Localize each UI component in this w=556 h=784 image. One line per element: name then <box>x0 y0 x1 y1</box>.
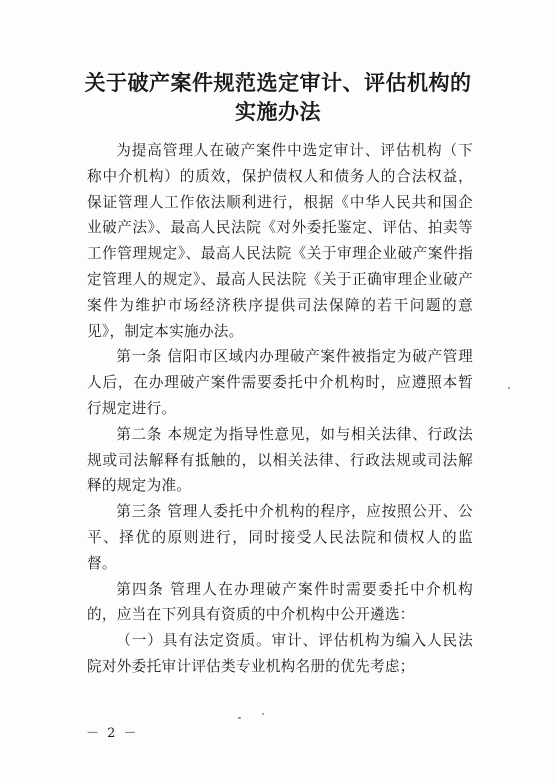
article-3-paragraph: 第三条 管理人委托中介机构的程序，应按照公开、公平、择优的原则进行，同时接受人民法院和债权人的监督。 <box>87 503 473 572</box>
preamble-paragraph: 为提高管理人在破产案件中选定审计、评估机构（下称中介机构）的质效，保护债权人和债务人的合法权益，保证管理人工作依法顺利进行，根据《中华人民共和国企业破产法》、最高人民法院《对外委托鉴定、评估、拍卖等工作管理规定》、最高人民法院《关于审理企业破产案件指定管理人的规定》、最高人民法院《关于正确审理企业破产案件为维护市场经济秩序提供司法保障的若干问题的意见》，制定本实施办法。 <box>87 142 473 340</box>
document-body <box>87 138 473 680</box>
article-2-paragraph: 第二条 本规定为指导性意见，如与相关法律、行政法规或司法解释有抵触的，以相关法律、行政法规或司法解释的规定为准。 <box>87 425 473 495</box>
scan-speck <box>238 717 241 719</box>
scan-speck <box>508 387 510 389</box>
scan-speck <box>262 713 264 715</box>
article-4-paragraph: 第四条 管理人在办理破产案件时需要委托中介机构的，应当在下列具有资质的中介机构中公开遴选： <box>87 580 473 624</box>
article-1-paragraph: 第一条 信阳市区域内办理破产案件被指定为破产管理人后，在办理破产案件需要委托中介机构时，应遵照本暂行规定进行。 <box>87 348 473 417</box>
article-4-item-1-paragraph: （一）具有法定资质。审计、评估机构为编入人民法院对外委托审计评估类专业机构名册的优先考虑； <box>87 632 473 675</box>
document-title-line-1: 关于破产案件规范选定审计、评估机构的 <box>84 70 472 95</box>
page-number: － 2 － <box>86 726 139 741</box>
document-title-line-2: 实施办法 <box>235 99 321 124</box>
